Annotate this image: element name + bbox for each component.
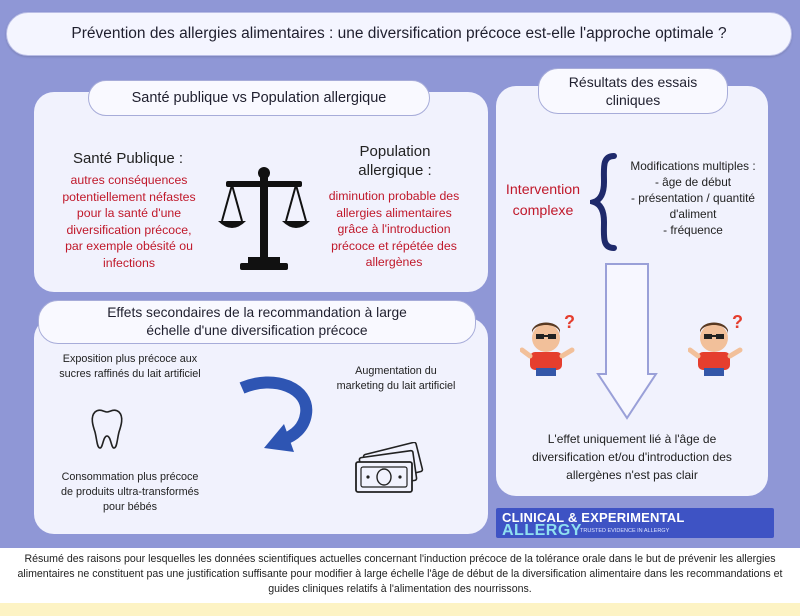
sugar-line: sucres raffinés du lait artificiel — [59, 368, 201, 380]
modifications-heading: Modifications multiples : — [630, 159, 756, 173]
modification-item: d'aliment — [669, 207, 717, 221]
marketing-line: Augmentation du — [355, 365, 437, 377]
title-banner — [6, 12, 792, 56]
public-health-line: pour la santé d'une — [76, 206, 182, 220]
marketing-text — [318, 364, 474, 394]
public-health-header-text: Santé publique vs Population allergique — [131, 90, 387, 106]
balance-scale-icon — [218, 165, 310, 271]
modification-item: - fréquence — [663, 223, 723, 237]
trials-header-line: cliniques — [605, 92, 661, 108]
allergic-heading-line: Population — [359, 143, 431, 160]
curly-brace-icon — [590, 152, 618, 252]
ultra-line: Consommation plus précoce — [61, 471, 199, 483]
clinical-trials-header — [538, 68, 728, 114]
svg-text:?: ? — [564, 312, 575, 332]
modification-item: - présentation / quantité — [631, 191, 755, 205]
side-effects-header-line: échelle d'une diversification précoce — [146, 323, 368, 338]
footer-caption: Résumé des raisons pour lesquelles les données scientifiques actuelles concernant l'induction précoce de la tolérance orale dans le but de prévenir les allergies alimentaires ne constituent pas une justification suffisante pour modifier à large échelle l'âge de début de la diversification alimentaire dans les recommandations et guides cliniques relatifs à l'alimentation des nourrissons. — [17, 553, 783, 595]
modifications-list — [618, 158, 768, 238]
sugar-exposure-text — [40, 352, 220, 382]
public-health-header — [88, 80, 430, 116]
public-health-line: par exemple obésité ou — [65, 239, 193, 253]
ultra-line: pour bébés — [102, 501, 158, 513]
side-effects-header-line: Effets secondaires de la recommandation à large — [107, 305, 407, 320]
ultra-line: de produits ultra-transformés — [60, 486, 200, 498]
down-arrow-shape — [596, 262, 658, 420]
public-health-line: autres conséquences — [70, 173, 188, 187]
conclusion-line: diversification et/ou d'introduction des — [532, 450, 732, 464]
sugar-line: Exposition plus précoce aux — [62, 353, 198, 365]
journal-logo — [496, 508, 774, 538]
marketing-line: marketing du lait artificiel — [336, 380, 456, 392]
confused-person-icon — [520, 312, 584, 378]
public-health-text — [40, 172, 218, 271]
allergic-line: diminution probable des — [328, 189, 460, 203]
side-effects-header — [38, 300, 476, 344]
banknote-icon — [352, 442, 424, 498]
page-title: Prévention des allergies alimentaires : une diversification précoce est-elle l'approche optimale ? — [71, 25, 727, 42]
intervention-label — [498, 180, 588, 222]
bottom-strip — [0, 603, 800, 616]
curved-arrow-icon — [234, 370, 320, 456]
allergic-line: allergies alimentaires — [336, 205, 452, 220]
intervention-line: complexe — [512, 203, 574, 219]
conclusion-line: allergènes n'est pas clair — [566, 468, 698, 482]
public-health-line: diversification précoce, — [66, 222, 192, 237]
journal-logo-line2: ALLERGY — [502, 522, 582, 539]
allergic-heading-line: allergique : — [358, 162, 432, 179]
journal-logo-line1: CLINICAL & EXPERIMENTAL — [502, 510, 685, 525]
tooth-icon — [90, 408, 124, 450]
public-health-line: potentiellement néfastes — [62, 189, 196, 204]
allergic-line: allergènes — [365, 255, 423, 269]
trials-header-line: Résultats des essais — [568, 74, 698, 90]
modification-item: - âge de début — [654, 175, 732, 189]
conclusion-line: L'effet uniquement lié à l'âge de — [547, 432, 717, 446]
allergic-population-text — [308, 188, 480, 271]
intervention-line: Intervention — [505, 182, 581, 198]
conclusion-text — [500, 430, 764, 484]
svg-text:?: ? — [732, 312, 743, 332]
allergic-line: précoce et répétée des — [331, 238, 457, 253]
journal-logo-tagline: TRUSTED EVIDENCE IN ALLERGY — [580, 528, 670, 534]
ultra-processed-text — [40, 470, 220, 515]
public-health-line: infections — [103, 255, 155, 270]
public-health-heading: Santé Publique : — [72, 150, 184, 167]
allergic-line: grâce à l'introduction — [337, 222, 451, 236]
confused-person-icon — [688, 312, 752, 378]
allergic-population-heading — [330, 142, 460, 180]
